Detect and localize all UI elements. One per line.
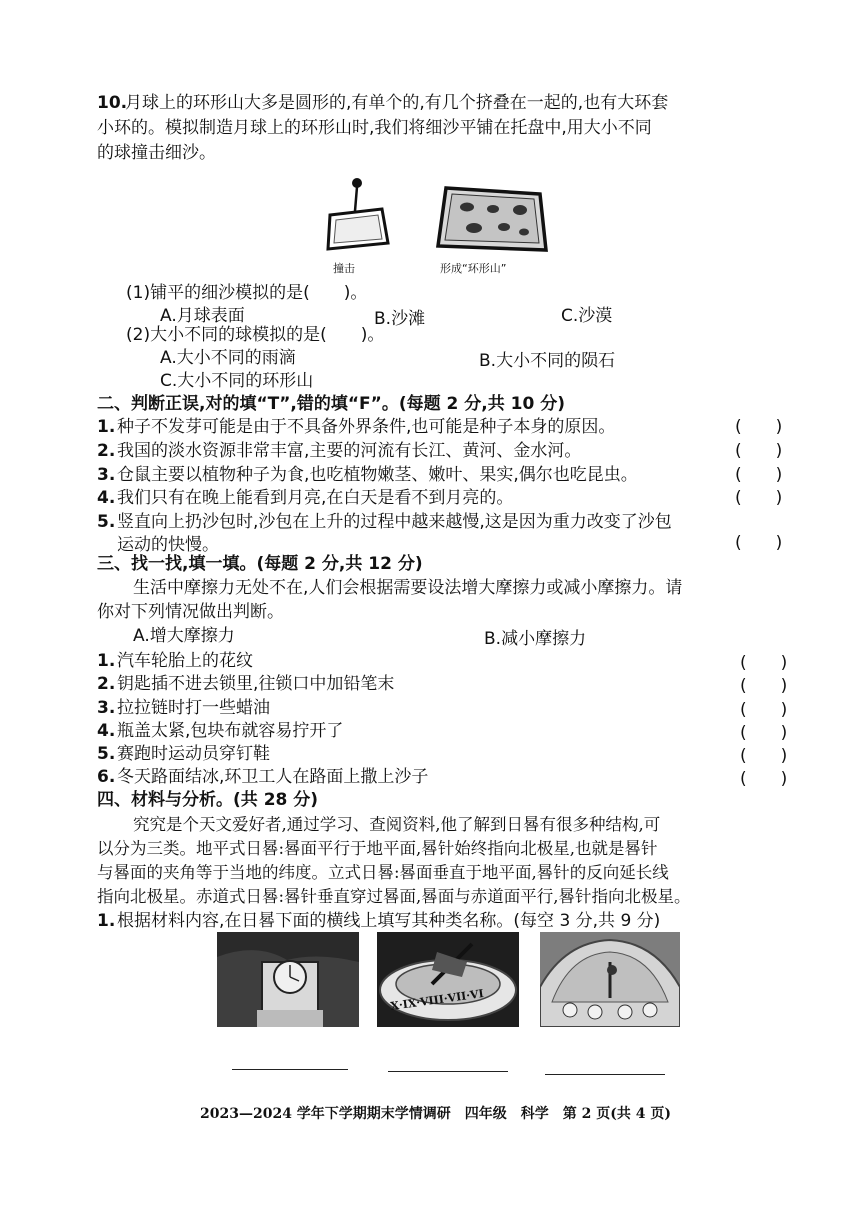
answer-blank[interactable] xyxy=(232,1069,348,1070)
sundial-photo-equatorial xyxy=(377,932,519,1027)
item-number: 2. xyxy=(97,441,116,461)
answer-parentheses[interactable]: ( ) xyxy=(735,533,783,553)
section-intro: 生活中摩擦力无处不在,人们会根据需要设法增大摩擦力或减小摩擦力。请 xyxy=(133,578,683,598)
friction-item: 钥匙插不进去锁里,往锁口中加铅笔末 xyxy=(117,674,395,694)
sub-question: (1)铺平的细沙模拟的是( )。 xyxy=(126,283,368,303)
answer-parentheses[interactable]: ( ) xyxy=(735,417,783,437)
option-b: B.大小不同的陨石 xyxy=(479,351,616,371)
answer-parentheses[interactable]: ( ) xyxy=(735,441,783,461)
crater-tray-illustration xyxy=(432,180,552,258)
material-paragraph: 究究是个天文爱好者,通过学习、查阅资料,他了解到日晷有很多种结构,可 xyxy=(133,815,661,834)
section-heading: 三、找一找,填一填。(每题 2 分,共 12 分) xyxy=(97,554,423,574)
judgment-item: 种子不发芽可能是由于不具备外界条件,也可能是种子本身的原因。 xyxy=(117,417,616,437)
sundial-photo-vertical xyxy=(217,932,359,1027)
section-heading: 四、材料与分析。(共 28 分) xyxy=(97,790,319,810)
figure-caption: 形成“环形山” xyxy=(440,262,507,275)
section-intro: 你对下列情况做出判断。 xyxy=(97,602,284,622)
item-number: 3. xyxy=(97,698,116,718)
item-number: 5. xyxy=(97,512,116,532)
option-a: A.增大摩擦力 xyxy=(133,626,235,646)
q10-text-line: 月球上的环形山大多是圆形的,有单个的,有几个挤叠在一起的,也有大环套 xyxy=(125,93,669,113)
answer-parentheses[interactable]: ( ) xyxy=(740,653,788,673)
item-number: 5. xyxy=(97,744,116,764)
option-b: B.减小摩擦力 xyxy=(484,629,587,649)
judgment-item: 竖直向上扔沙包时,沙包在上升的过程中越来越慢,这是因为重力改变了沙包 xyxy=(117,512,672,532)
answer-parentheses[interactable]: ( ) xyxy=(740,723,788,743)
item-number: 1. xyxy=(97,651,116,671)
answer-parentheses[interactable]: ( ) xyxy=(735,465,783,485)
vertical-sundial-icon xyxy=(330,1000,331,1001)
impact-illustration xyxy=(318,175,398,255)
friction-item: 瓶盖太紧,包块布就容易拧开了 xyxy=(117,721,344,741)
page-footer: 2023—2024 学年下学期期末学情调研 四年级 科学 第 2 页(共 4 页) xyxy=(200,1106,672,1122)
sundial-photo-horizontal xyxy=(540,932,680,1027)
answer-parentheses[interactable]: ( ) xyxy=(735,488,783,508)
answer-blank[interactable] xyxy=(545,1074,665,1075)
section-heading: 二、判断正误,对的填“T”,错的填“F”。(每题 2 分,共 10 分) xyxy=(97,394,565,414)
q10-text-line: 的球撞击细沙。 xyxy=(97,143,216,163)
judgment-item: 仓鼠主要以植物种子为食,也吃植物嫩茎、嫩叶、果实,偶尔也吃昆虫。 xyxy=(117,465,638,485)
item-number: 4. xyxy=(97,721,116,741)
judgment-item: 我们只有在晚上能看到月亮,在白天是看不到月亮的。 xyxy=(117,488,514,508)
option-c: C.沙漠 xyxy=(561,306,613,326)
option-c: C.大小不同的环形山 xyxy=(160,371,314,391)
item-number: 6. xyxy=(97,767,116,787)
item-number: 2. xyxy=(97,674,116,694)
answer-parentheses[interactable]: ( ) xyxy=(740,676,788,696)
material-paragraph: 指向北极星。赤道式日晷:晷针垂直穿过晷面,晷面与赤道面平行,晷针指向北极星。 xyxy=(97,887,691,906)
judgment-item-continued: 运动的快慢。 xyxy=(117,535,219,555)
answer-parentheses[interactable]: ( ) xyxy=(740,746,788,766)
question-text: 根据材料内容,在日晷下面的横线上填写其种类名称。(每空 3 分,共 9 分) xyxy=(117,911,661,931)
sub-question: (2)大小不同的球模拟的是( )。 xyxy=(126,325,385,345)
option-a: A.大小不同的雨滴 xyxy=(160,348,296,368)
item-number: 1. xyxy=(97,911,116,931)
item-number: 3. xyxy=(97,465,116,485)
option-a: A.月球表面 xyxy=(160,306,245,326)
answer-blank[interactable] xyxy=(388,1071,508,1072)
judgment-item: 我国的淡水资源非常丰富,主要的河流有长江、黄河、金水河。 xyxy=(117,441,582,461)
friction-item: 冬天路面结冰,环卫工人在路面上撒上沙子 xyxy=(117,767,429,787)
question-number: 10. xyxy=(97,93,128,113)
answer-parentheses[interactable]: ( ) xyxy=(740,769,788,789)
dial-numerals: X·IX·VIII·VII·VI xyxy=(389,987,485,1013)
figure-caption: 撞击 xyxy=(333,262,355,275)
friction-item: 拉拉链时打一些蜡油 xyxy=(117,698,270,718)
friction-item: 赛跑时运动员穿钉鞋 xyxy=(117,744,270,764)
answer-parentheses[interactable]: ( ) xyxy=(740,700,788,720)
item-number: 1. xyxy=(97,417,116,437)
item-number: 4. xyxy=(97,488,116,508)
q10-text-line: 小环的。模拟制造月球上的环形山时,我们将细沙平铺在托盘中,用大小不同 xyxy=(97,118,652,138)
material-paragraph: 与晷面的夹角等于当地的纬度。立式日晷:晷面垂直于地平面,晷针的反向延长线 xyxy=(97,863,669,882)
option-b: B.沙滩 xyxy=(374,309,426,329)
friction-item: 汽车轮胎上的花纹 xyxy=(117,651,253,671)
material-paragraph: 以分为三类。地平式日晷:晷面平行于地平面,晷针始终指向北极星,也就是晷针 xyxy=(97,839,658,858)
